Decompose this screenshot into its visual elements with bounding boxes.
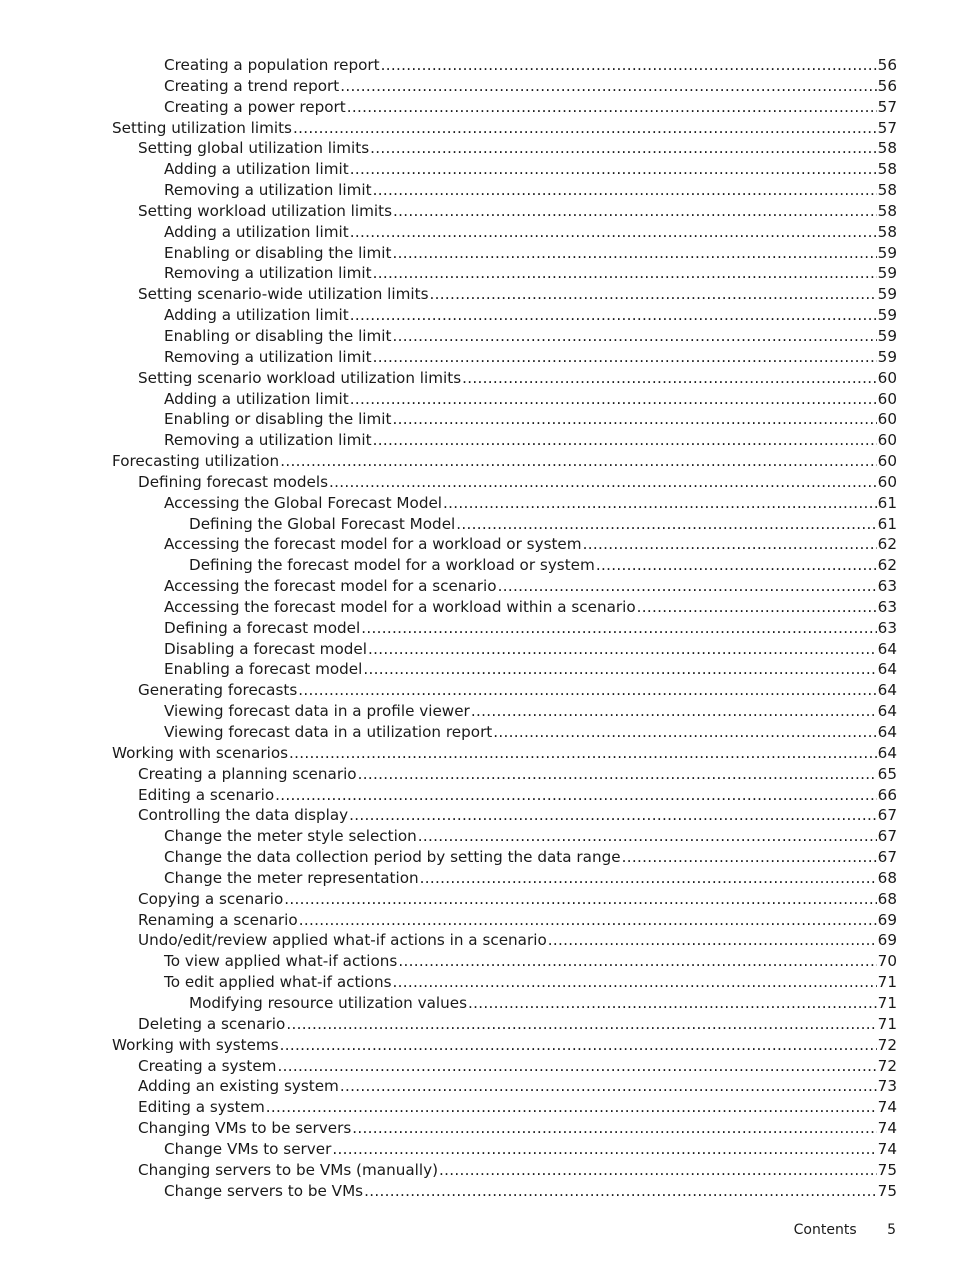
toc-dot-leader (361, 618, 876, 639)
toc-entry-title[interactable]: Enabling a forecast model (164, 660, 363, 679)
toc-dot-leader (329, 472, 877, 493)
toc-entry-title[interactable]: Creating a power report (164, 97, 346, 116)
toc-dot-leader (418, 826, 877, 847)
toc-entry-page[interactable]: 63 (877, 577, 897, 596)
toc-entry-page[interactable]: 71 (877, 993, 897, 1012)
toc-entry-page[interactable]: 68 (877, 889, 897, 908)
toc-dot-leader (298, 680, 876, 701)
toc-entry-title[interactable]: Undo/edit/review applied what-if actions in a scenario (138, 931, 547, 950)
toc-entry-page[interactable]: 75 (877, 1181, 897, 1200)
page-footer (794, 1222, 896, 1238)
toc-entry-page[interactable]: 58 (877, 160, 897, 179)
toc-dot-leader (493, 722, 876, 743)
toc-entry-page[interactable]: 58 (877, 181, 897, 200)
toc-dot-leader (293, 118, 877, 139)
toc-entry[interactable] (112, 243, 897, 264)
toc-entry[interactable] (112, 1160, 897, 1181)
toc-entry-page[interactable]: 60 (877, 389, 897, 408)
toc-entry-title[interactable]: Creating a system (138, 1056, 277, 1075)
toc-entry-title[interactable]: Enabling or disabling the limit (164, 326, 392, 345)
toc-dot-leader (429, 284, 876, 305)
toc-entry-page[interactable]: 66 (877, 785, 897, 804)
toc-entry-page[interactable]: 71 (877, 1014, 897, 1033)
toc-dot-leader (358, 764, 877, 785)
toc-dot-leader (299, 910, 877, 931)
toc-entry[interactable] (112, 618, 897, 639)
toc-entry[interactable] (112, 326, 897, 347)
toc-entry-title[interactable]: Setting global utilization limits (138, 139, 370, 158)
toc-entry-title[interactable]: Disabling a forecast model (164, 639, 367, 658)
toc-entry-title[interactable]: Adding a utilization limit (164, 306, 349, 325)
toc-entry-title[interactable]: Adding a utilization limit (164, 222, 349, 241)
toc-entry-title[interactable]: Changing VMs to be servers (138, 1119, 352, 1138)
toc-entry-page[interactable]: 60 (877, 368, 897, 387)
footer-page-number: 5 (887, 1222, 896, 1238)
toc-entry[interactable] (112, 785, 897, 806)
toc-entry[interactable] (112, 805, 897, 826)
toc-entry-page[interactable]: 60 (877, 452, 897, 471)
toc-entry[interactable] (112, 180, 897, 201)
toc-dot-leader (363, 659, 876, 680)
toc-entry-title[interactable]: Changing servers to be VMs (manually) (138, 1160, 438, 1179)
toc-entry-title[interactable]: Change the meter style selection (164, 827, 417, 846)
toc-dot-leader (393, 201, 877, 222)
toc-entry[interactable] (112, 639, 897, 660)
toc-entry[interactable] (112, 701, 897, 722)
toc-entry-page[interactable]: 61 (877, 514, 897, 533)
toc-entry-title[interactable]: Modifying resource utilization values (189, 993, 467, 1012)
toc-entry-title[interactable]: Defining a forecast model (164, 618, 361, 637)
toc-dot-leader (280, 1035, 877, 1056)
toc-entry-title[interactable]: Enabling or disabling the limit (164, 410, 392, 429)
toc-dot-leader (596, 555, 877, 576)
toc-entry-page[interactable]: 69 (877, 910, 897, 929)
toc-dot-leader (350, 222, 877, 243)
toc-entry[interactable] (112, 972, 897, 993)
toc-entry-title[interactable]: Setting utilization limits (112, 118, 292, 137)
toc-dot-leader (370, 138, 877, 159)
toc-dot-leader (420, 868, 877, 889)
toc-entry-page[interactable]: 65 (877, 764, 897, 783)
toc-entry-page[interactable]: 63 (877, 597, 897, 616)
toc-dot-leader (368, 639, 877, 660)
toc-dot-leader (392, 326, 876, 347)
toc-dot-leader (286, 1014, 876, 1035)
toc-entry-title[interactable]: Removing a utilization limit (164, 347, 372, 366)
toc-entry-page[interactable]: 72 (877, 1035, 897, 1054)
toc-dot-leader (439, 1160, 877, 1181)
toc-entry-title[interactable]: Working with scenarios (112, 743, 289, 762)
toc-entry-page[interactable]: 59 (877, 264, 897, 283)
toc-entry-page[interactable]: 73 (877, 1077, 897, 1096)
toc-entry[interactable] (112, 159, 897, 180)
toc-entry-title[interactable]: Setting workload utilization limits (138, 201, 393, 220)
toc-entry[interactable] (112, 222, 897, 243)
toc-entry-title[interactable]: Deleting a scenario (138, 1014, 286, 1033)
toc-entry[interactable] (112, 1035, 897, 1056)
toc-entry[interactable] (112, 722, 897, 743)
toc-entry-page[interactable]: 59 (877, 285, 897, 304)
toc-entry[interactable] (112, 493, 897, 514)
toc-dot-leader (340, 76, 876, 97)
toc-entry-page[interactable]: 59 (877, 347, 897, 366)
toc-entry-title[interactable]: Change the data collection period by setting the data range (164, 848, 621, 867)
toc-entry-title[interactable]: Defining the Global Forecast Model (189, 514, 456, 533)
toc-entry[interactable] (112, 368, 897, 389)
toc-dot-leader (275, 785, 877, 806)
toc-entry-page[interactable]: 74 (877, 1139, 897, 1158)
toc-entry[interactable] (112, 1181, 897, 1202)
toc-entry[interactable] (112, 1014, 897, 1035)
toc-entry-page[interactable]: 60 (877, 431, 897, 450)
toc-entry[interactable] (112, 1139, 897, 1160)
toc-entry[interactable] (112, 659, 897, 680)
toc-entry-page[interactable]: 58 (877, 139, 897, 158)
toc-entry-title[interactable]: Change VMs to server (164, 1139, 332, 1158)
toc-dot-leader (349, 805, 877, 826)
toc-dot-leader (443, 493, 877, 514)
toc-dot-leader (373, 180, 877, 201)
toc-entry-title[interactable]: Accessing the forecast model for a workload within a scenario (164, 597, 636, 616)
toc-entry-title[interactable]: Removing a utilization limit (164, 431, 372, 450)
toc-entry-page[interactable]: 70 (877, 952, 897, 971)
toc-dot-leader (471, 701, 877, 722)
toc-entry-page[interactable]: 58 (877, 201, 897, 220)
toc-entry-title[interactable]: Forecasting utilization (112, 452, 280, 471)
toc-entry-title[interactable]: Setting scenario-wide utilization limits (138, 285, 429, 304)
toc-entry-title[interactable]: Working with systems (112, 1035, 279, 1054)
toc-entry-title[interactable]: Copying a scenario (138, 889, 284, 908)
toc-entry-title[interactable]: Viewing forecast data in a utilization report (164, 723, 493, 741)
toc-entry-page[interactable]: 74 (877, 1098, 897, 1117)
toc-entry[interactable] (112, 76, 897, 97)
toc-dot-leader (352, 1118, 876, 1139)
toc-entry-title[interactable]: To edit applied what-if actions (164, 973, 392, 992)
toc-entry-page[interactable]: 64 (877, 660, 897, 679)
toc-dot-leader (280, 451, 876, 472)
toc-entry-title[interactable]: Change the meter representation (164, 868, 419, 887)
toc-entry[interactable] (112, 138, 897, 159)
toc-entry[interactable] (112, 263, 897, 284)
toc-dot-leader (548, 930, 877, 951)
toc-entry[interactable] (112, 993, 897, 1014)
toc-entry[interactable] (112, 472, 897, 493)
toc-dot-leader (392, 409, 876, 430)
toc-entry[interactable] (112, 347, 897, 368)
toc-entry[interactable] (112, 451, 897, 472)
toc-entry[interactable] (112, 680, 897, 701)
toc-dot-leader (583, 534, 877, 555)
toc-entry-page[interactable]: 59 (877, 243, 897, 262)
toc-dot-leader (622, 847, 877, 868)
toc-entry[interactable] (112, 847, 897, 868)
toc-entry[interactable] (112, 868, 897, 889)
toc-entry-page[interactable]: 56 (877, 76, 897, 95)
toc-entry[interactable] (112, 597, 897, 618)
toc-entry-title[interactable]: Defining forecast models (138, 472, 328, 491)
toc-entry-page[interactable]: 75 (877, 1160, 897, 1179)
toc-entry-page[interactable]: 64 (877, 681, 897, 700)
toc-entry-page[interactable]: 68 (877, 868, 897, 887)
toc-entry-page[interactable]: 56 (877, 56, 897, 74)
toc-dot-leader (468, 993, 877, 1014)
toc-entry-title[interactable]: Removing a utilization limit (164, 181, 372, 200)
toc-entry-page[interactable]: 61 (877, 493, 897, 512)
toc-entry-page[interactable]: 67 (877, 806, 897, 825)
toc-entry-page[interactable]: 58 (877, 222, 897, 241)
toc-entry[interactable] (112, 409, 897, 430)
toc-entry[interactable] (112, 889, 897, 910)
toc-entry-page[interactable]: 72 (877, 1056, 897, 1075)
toc-entry-page[interactable]: 60 (877, 472, 897, 491)
toc-dot-leader (373, 430, 877, 451)
toc-entry[interactable] (112, 910, 897, 931)
toc-entry-title[interactable]: Adding a utilization limit (164, 389, 349, 408)
toc-dot-leader (350, 389, 877, 410)
toc-entry[interactable] (112, 55, 897, 76)
toc-dot-leader (266, 1097, 877, 1118)
toc-entry-title[interactable]: Accessing the Global Forecast Model (164, 493, 443, 512)
toc-dot-leader (277, 1056, 876, 1077)
toc-entry[interactable] (112, 514, 897, 535)
toc-entry-page[interactable]: 64 (877, 639, 897, 658)
toc-entry-page[interactable]: 60 (877, 410, 897, 429)
toc-entry-title[interactable]: Defining the forecast model for a workload or system (189, 556, 595, 575)
toc-entry[interactable] (112, 1076, 897, 1097)
toc-entry-title[interactable]: Creating a population report (164, 56, 380, 74)
toc-dot-leader (332, 1139, 876, 1160)
toc-entry-page[interactable]: 59 (877, 306, 897, 325)
toc-dot-leader (347, 97, 877, 118)
toc-dot-leader (498, 576, 877, 597)
toc-entry-page[interactable]: 59 (877, 326, 897, 345)
toc-dot-leader (350, 305, 877, 326)
toc-entry[interactable] (112, 1118, 897, 1139)
toc-entry[interactable] (112, 743, 897, 764)
toc-entry[interactable] (112, 764, 897, 785)
toc-entry-page[interactable]: 69 (877, 931, 897, 950)
toc-entry-page[interactable]: 64 (877, 723, 897, 741)
toc-entry-title[interactable]: Editing a scenario (138, 785, 275, 804)
toc-entry[interactable] (112, 118, 897, 139)
toc-entry-title[interactable]: Creating a planning scenario (138, 764, 357, 783)
toc-entry-title[interactable]: Creating a trend report (164, 76, 340, 95)
toc-entry-title[interactable]: Accessing the forecast model for a workload or system (164, 535, 582, 554)
table-of-contents (112, 55, 897, 1201)
toc-entry-title[interactable]: Removing a utilization limit (164, 264, 372, 283)
toc-entry-page[interactable]: 62 (877, 535, 897, 554)
toc-entry-title[interactable]: Enabling or disabling the limit (164, 243, 392, 262)
toc-entry-title[interactable]: Controlling the data display (138, 806, 349, 825)
toc-entry-title[interactable]: Generating forecasts (138, 681, 298, 700)
toc-entry-title[interactable]: Renaming a scenario (138, 910, 298, 929)
toc-entry-title[interactable]: Editing a system (138, 1098, 265, 1117)
toc-entry-page[interactable]: 64 (877, 743, 897, 762)
toc-entry-title[interactable]: Setting scenario workload utilization limits (138, 368, 462, 387)
toc-entry-page[interactable]: 63 (877, 618, 897, 637)
toc-dot-leader (340, 1076, 877, 1097)
toc-entry-page[interactable]: 64 (877, 702, 897, 721)
toc-entry[interactable] (112, 826, 897, 847)
toc-dot-leader (456, 514, 876, 535)
toc-entry[interactable] (112, 305, 897, 326)
footer-section-label: Contents (793, 1222, 857, 1238)
toc-entry[interactable] (112, 534, 897, 555)
toc-entry[interactable] (112, 201, 897, 222)
toc-entry-page[interactable]: 57 (877, 118, 897, 137)
toc-entry[interactable] (112, 1097, 897, 1118)
toc-entry[interactable] (112, 389, 897, 410)
toc-dot-leader (284, 889, 876, 910)
toc-entry-page[interactable]: 57 (877, 97, 897, 116)
toc-entry[interactable] (112, 951, 897, 972)
toc-entry-page[interactable]: 62 (877, 556, 897, 575)
toc-entry[interactable] (112, 284, 897, 305)
toc-dot-leader (392, 243, 876, 264)
toc-entry-title[interactable]: Change servers to be VMs (164, 1181, 364, 1200)
toc-entry-page[interactable]: 67 (877, 827, 897, 846)
toc-entry[interactable] (112, 930, 897, 951)
toc-entry-title[interactable]: Viewing forecast data in a profile viewer (164, 702, 470, 721)
toc-entry-title[interactable]: Accessing the forecast model for a scenario (164, 577, 497, 596)
toc-entry-title[interactable]: Adding a utilization limit (164, 160, 349, 179)
toc-entry[interactable] (112, 97, 897, 118)
toc-dot-leader (381, 55, 877, 76)
toc-entry-page[interactable]: 74 (877, 1119, 897, 1138)
toc-entry-page[interactable]: 67 (877, 848, 897, 867)
toc-entry-title[interactable]: To view applied what-if actions (164, 952, 398, 971)
toc-entry[interactable] (112, 576, 897, 597)
toc-dot-leader (373, 263, 877, 284)
toc-dot-leader (398, 951, 876, 972)
toc-dot-leader (462, 368, 877, 389)
toc-entry[interactable] (112, 430, 897, 451)
toc-dot-leader (350, 159, 877, 180)
toc-entry[interactable] (112, 1056, 897, 1077)
toc-dot-leader (373, 347, 877, 368)
toc-dot-leader (364, 1181, 877, 1202)
toc-entry-title[interactable]: Adding an existing system (138, 1077, 339, 1096)
toc-dot-leader (637, 597, 877, 618)
toc-entry-page[interactable]: 71 (877, 973, 897, 992)
toc-dot-leader (392, 972, 876, 993)
toc-dot-leader (289, 743, 877, 764)
toc-entry[interactable] (112, 555, 897, 576)
